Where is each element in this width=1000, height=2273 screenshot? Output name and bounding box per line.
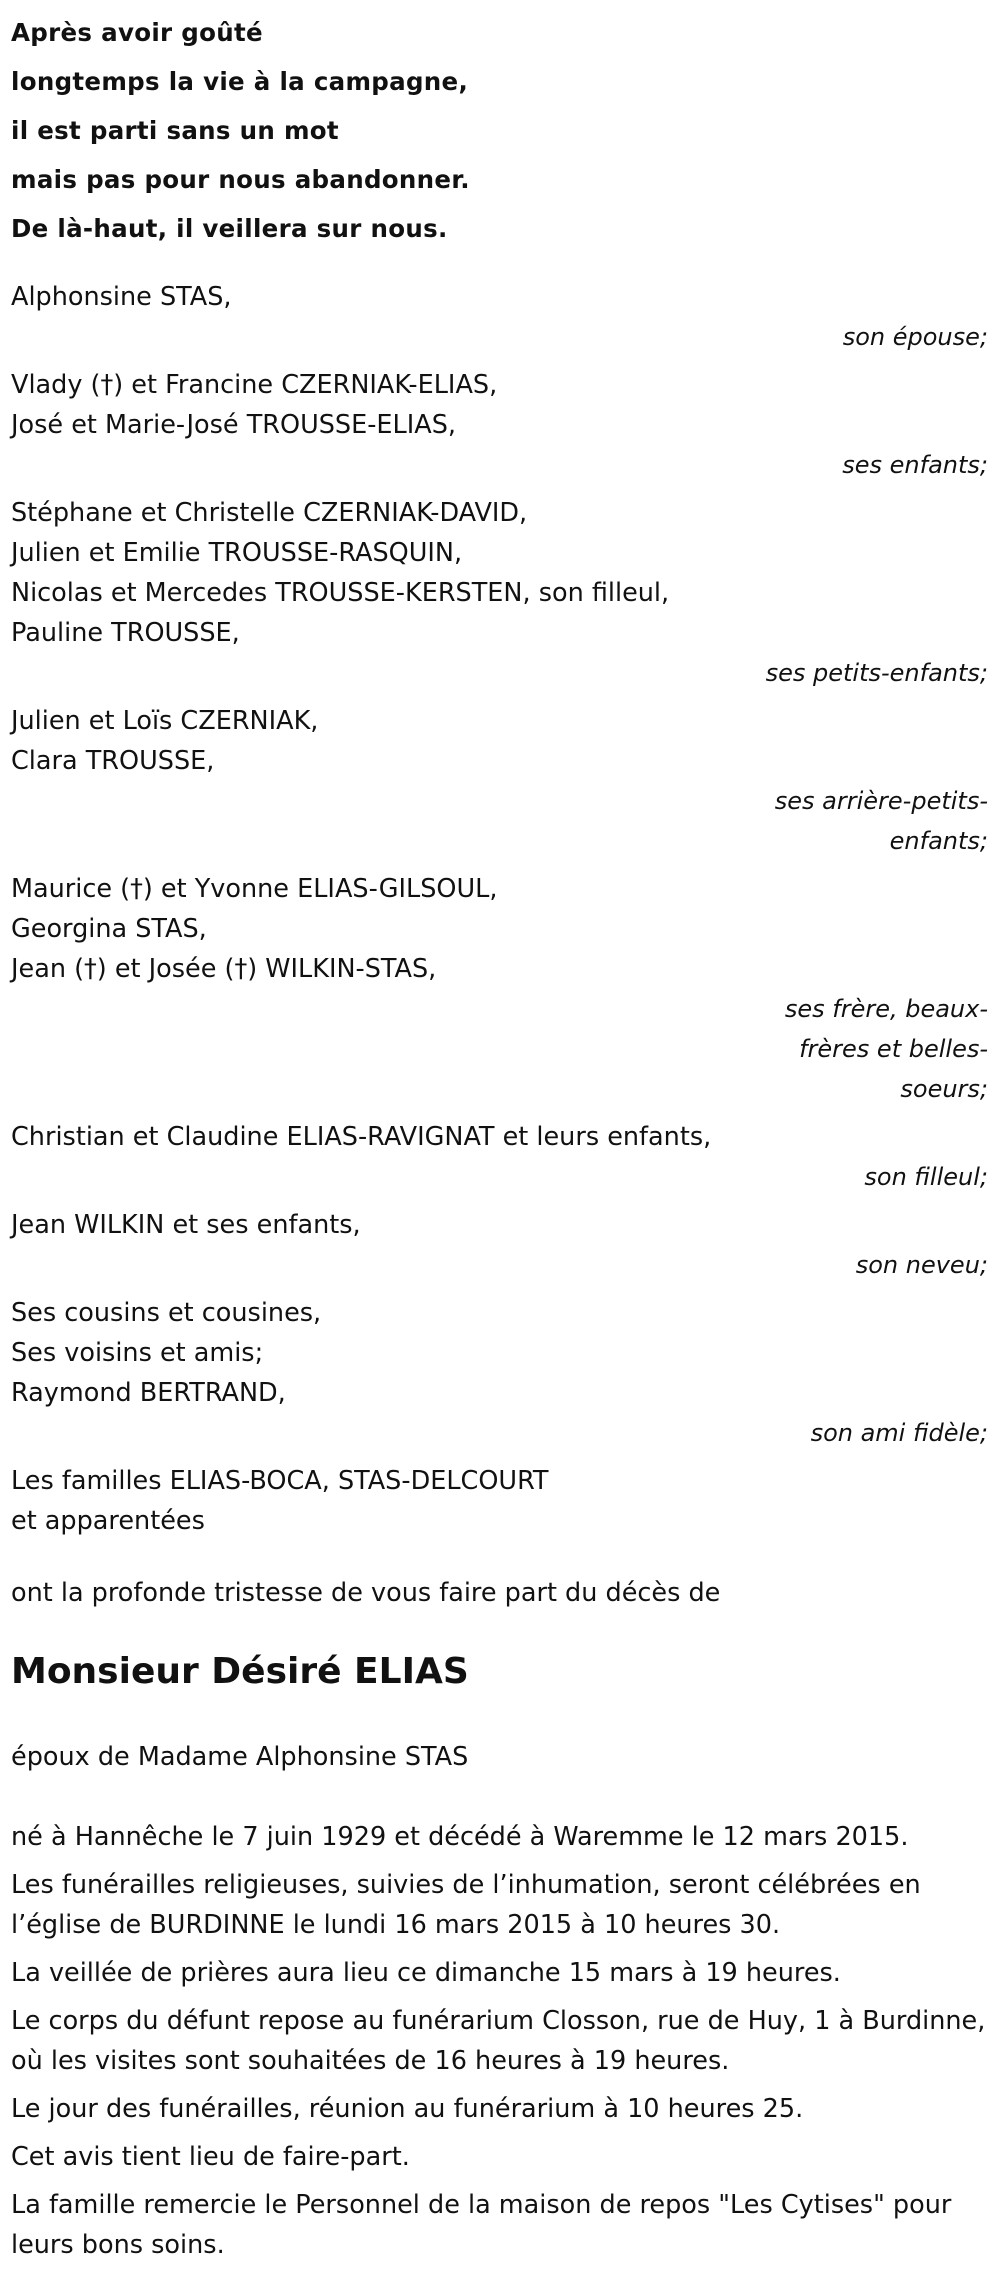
family-name: et apparentées [11, 1506, 205, 1536]
detail-paragraph: né à Hannêche le 7 juin 1929 et décédé à Waremme le 12 mars 2015. [11, 1822, 909, 1852]
family-group-spouse [11, 277, 991, 357]
deceased-name: Monsieur Désiré ELIAS [11, 1651, 469, 1692]
relation-label: son ami fidèle; [810, 1419, 988, 1447]
family-name: Georgina STAS, [11, 914, 207, 944]
poem-line: mais pas pour nous abandonner. [11, 165, 470, 194]
family-name: Nicolas et Mercedes TROUSSE-KERSTEN, son filleul, [11, 578, 670, 608]
relation-label: enfants; [889, 827, 988, 855]
obituary-notice [11, 0, 991, 2273]
family-name: Julien et Loïs CZERNIAK, [11, 706, 319, 736]
family-name: José et Marie-José TROUSSE-ELIAS, [11, 410, 456, 440]
relation-label: ses petits-enfants; [765, 659, 988, 687]
family-name: Ses cousins et cousines, [11, 1298, 322, 1328]
family-name: Vlady (†) et Francine CZERNIAK-ELIAS, [11, 370, 498, 400]
family-name: Raymond BERTRAND, [11, 1378, 286, 1408]
poem [11, 8, 991, 253]
spouse-line: époux de Madame Alphonsine STAS [11, 1742, 469, 1772]
detail-paragraph: La veillée de prières aura lieu ce dimanche 15 mars à 19 heures. [11, 1958, 841, 1988]
relation-label: frères et belles- [799, 1035, 988, 1063]
family-group-grandchildren [11, 493, 991, 693]
relation-label: son épouse; [842, 323, 988, 351]
family-name: Christian et Claudine ELIAS-RAVIGNAT et leurs enfants, [11, 1122, 712, 1152]
relation-label: son neveu; [855, 1251, 988, 1279]
detail-paragraph: La famille remercie le Personnel de la maison de repos "Les Cytises" pour leurs bons soins. [11, 2190, 952, 2260]
family-name: Jean (†) et Josée (†) WILKIN-STAS, [11, 954, 437, 984]
poem-line: De là-haut, il veillera sur nous. [11, 214, 448, 243]
poem-line: longtemps la vie à la campagne, [11, 67, 469, 96]
family-name: Maurice (†) et Yvonne ELIAS-GILSOUL, [11, 874, 498, 904]
family-group-great-grandchildren [11, 701, 991, 861]
family-name: Les familles ELIAS-BOCA, STAS-DELCOURT [11, 1466, 549, 1496]
family-name: Ses voisins et amis; [11, 1338, 264, 1368]
detail-paragraph: Les funérailles religieuses, suivies de l’inhumation, seront célébrées en l’église de BURDINNE le lundi 16 mars 2015 à 10 heures 30. [11, 1870, 921, 1940]
detail-paragraph: Le jour des funérailles, réunion au funérarium à 10 heures 25. [11, 2094, 804, 2124]
family-group-families [11, 1461, 991, 1541]
family-name: Stéphane et Christelle CZERNIAK-DAVID, [11, 498, 528, 528]
family-group-siblings [11, 869, 991, 1109]
relation-label: soeurs; [900, 1075, 988, 1103]
poem-line: Après avoir goûté [11, 18, 263, 47]
family-name: Alphonsine STAS, [11, 282, 232, 312]
family-group-nephew [11, 1205, 991, 1285]
announcement-intro: ont la profonde tristesse de vous faire part du décès de [11, 1578, 721, 1608]
family-group-friends [11, 1293, 991, 1453]
family-name: Pauline TROUSSE, [11, 618, 240, 648]
detail-paragraph: Cet avis tient lieu de faire-part. [11, 2142, 410, 2172]
family-name: Julien et Emilie TROUSSE-RASQUIN, [11, 538, 463, 568]
family-list [11, 277, 991, 1541]
relation-label: ses frère, beaux- [784, 995, 988, 1023]
family-group-godson [11, 1117, 991, 1197]
funeral-details [11, 1817, 991, 2265]
relation-label: ses enfants; [842, 451, 988, 479]
relation-label: ses arrière-petits- [774, 787, 988, 815]
family-name: Jean WILKIN et ses enfants, [11, 1210, 361, 1240]
detail-paragraph: Le corps du défunt repose au funérarium Closson, rue de Huy, 1 à Burdinne, où les visites sont souhaitées de 16 heures à 19 heures. [11, 2006, 986, 2076]
family-group-children [11, 365, 991, 485]
family-name: Clara TROUSSE, [11, 746, 215, 776]
relation-label: son filleul; [864, 1163, 988, 1191]
poem-line: il est parti sans un mot [11, 116, 339, 145]
